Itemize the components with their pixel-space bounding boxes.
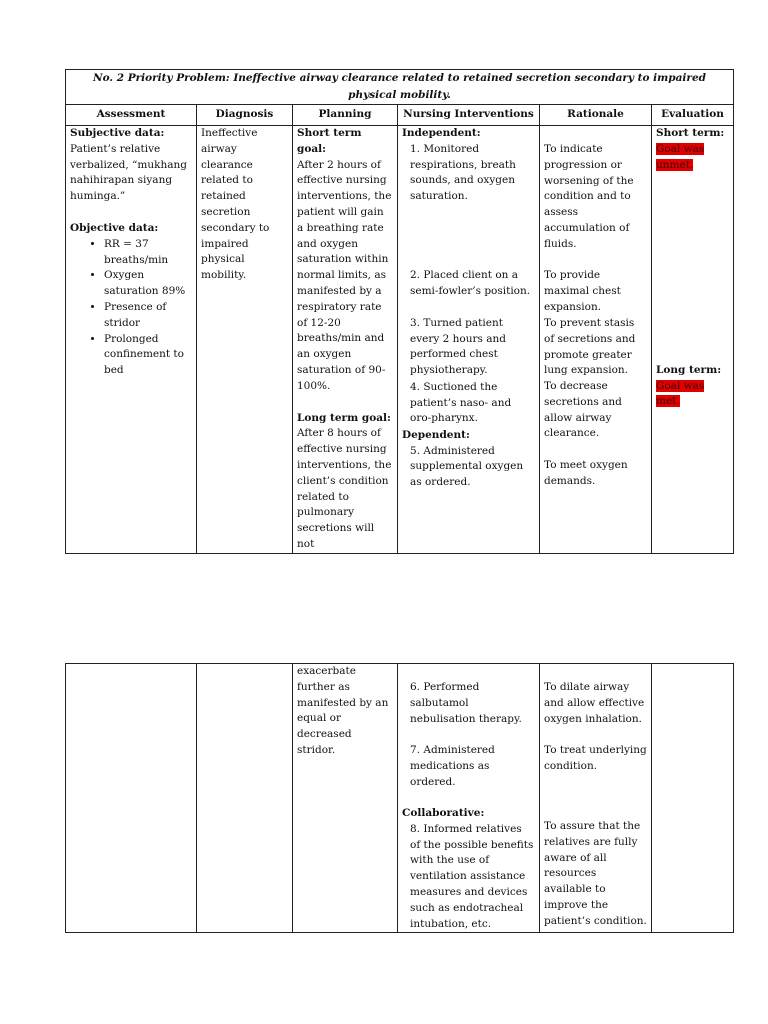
objective-list	[70, 237, 192, 379]
intervention-3: 3. Turned patient every 2 hours and performed chest physiotherapy.	[410, 316, 507, 377]
long-term-eval-result: Goal was met.	[656, 379, 705, 408]
intervention-6: 6. Performed salbutamol nebulisation therapy.	[410, 681, 522, 725]
intervention-7: 7. Administered medications as ordered.	[410, 744, 495, 788]
assessment-cell	[66, 126, 197, 554]
intervention-8: 8. Informed relatives of the possible benefits with the use of ventilation assistance measures and devices such as endotracheal intubation, etc.	[410, 822, 534, 930]
rationale-6: To dilate airway and allow effective oxygen inhalation.	[544, 681, 645, 725]
planning-cell-cont	[293, 664, 398, 933]
independent-label: Independent:	[402, 127, 481, 139]
intervention-1: 1. Monitored respirations, breath sounds, and oxygen saturation.	[410, 142, 516, 203]
evaluation-cell	[652, 126, 734, 554]
assessment-cell-cont	[66, 664, 197, 933]
short-term-eval-label: Short term:	[656, 127, 725, 139]
objective-item: • Oxygen saturation 89%	[104, 268, 192, 300]
objective-item: • Presence of stridor	[104, 300, 192, 332]
long-term-eval-label: Long term:	[656, 363, 722, 376]
intervention-5: 5. Administered supplemental oxygen as ordered.	[410, 444, 524, 489]
evaluation-cell-cont	[652, 664, 734, 933]
rationale-4: To decrease secretions and allow airway clearance.	[544, 380, 622, 440]
rationale-cell-cont	[540, 664, 652, 933]
planning-cell	[293, 126, 398, 554]
subjective-label: Subjective data:	[70, 127, 165, 139]
rationale-2: To provide maximal chest expansion.	[544, 269, 621, 313]
rationale-7: To treat underlying condition.	[544, 744, 647, 772]
header-rationale: Rationale	[540, 105, 652, 126]
care-plan-table-page2	[65, 663, 734, 933]
header-planning: Planning	[293, 105, 398, 126]
intervention-4: 4. Suctioned the patient’s naso- and oro-pharynx.	[410, 380, 512, 425]
intervention-2: 2. Placed client on a semi-fowler’s position.	[410, 268, 531, 297]
diagnosis-cell-cont	[197, 664, 293, 933]
care-plan-table-page1	[65, 69, 734, 554]
dependent-label: Dependent:	[402, 428, 470, 441]
diagnosis-cell	[197, 126, 293, 554]
rationale-8: To assure that the relatives are fully aware of all resources available to improve the patient’s condition.	[544, 820, 647, 927]
short-term-goal-label: Short term goal:	[297, 127, 362, 155]
header-assessment: Assessment	[66, 105, 197, 126]
header-evaluation: Evaluation	[652, 105, 734, 126]
subjective-text: Patient’s relative verbalized, “mukhang nahihirapan siyang huminga.”	[70, 142, 187, 203]
objective-item: • Prolonged confinement to bed	[104, 332, 192, 379]
rationale-1: To indicate progression or worsening of the condition and to assess accumulation of fluids.	[544, 143, 634, 250]
header-diagnosis: Diagnosis	[197, 105, 293, 126]
long-term-goal-text-cont: exacerbate further as manifested by an equal or decreased stridor.	[297, 665, 389, 756]
collaborative-label: Collaborative:	[402, 807, 485, 819]
diagnosis-text: Ineffective airway clearance related to retained secretion secondary to impaired physical mobility.	[201, 127, 270, 282]
interventions-cell	[398, 126, 540, 554]
objective-item: • RR = 37 breaths/min	[104, 237, 192, 269]
rationale-cell	[540, 126, 652, 554]
short-term-goal-text: After 2 hours of effective nursing interventions, the patient will gain a breathing rate and oxygen saturation within normal limits, as manifested by a respiratory rate of 12-20 breaths/min and an oxygen saturation of 90-100%.	[297, 158, 392, 392]
long-term-goal-text: After 8 hours of effective nursing interventions, the client’s condition related to pulmonary secretions will not	[297, 427, 392, 550]
priority-problem-title: No. 2 Priority Problem: Ineffective airway clearance related to retained secretion secondary to impaired physical mobility.	[66, 70, 734, 105]
interventions-cell-cont	[398, 664, 540, 933]
header-interventions: Nursing Interventions	[398, 105, 540, 126]
header-row	[66, 105, 734, 126]
objective-label: Objective data:	[70, 221, 159, 234]
long-term-goal-label: Long term goal:	[297, 411, 391, 424]
rationale-5: To meet oxygen demands.	[544, 459, 628, 487]
rationale-3: To prevent stasis of secretions and promote greater lung expansion.	[544, 317, 636, 377]
short-term-eval-result: Goal was unmet.	[656, 142, 705, 171]
